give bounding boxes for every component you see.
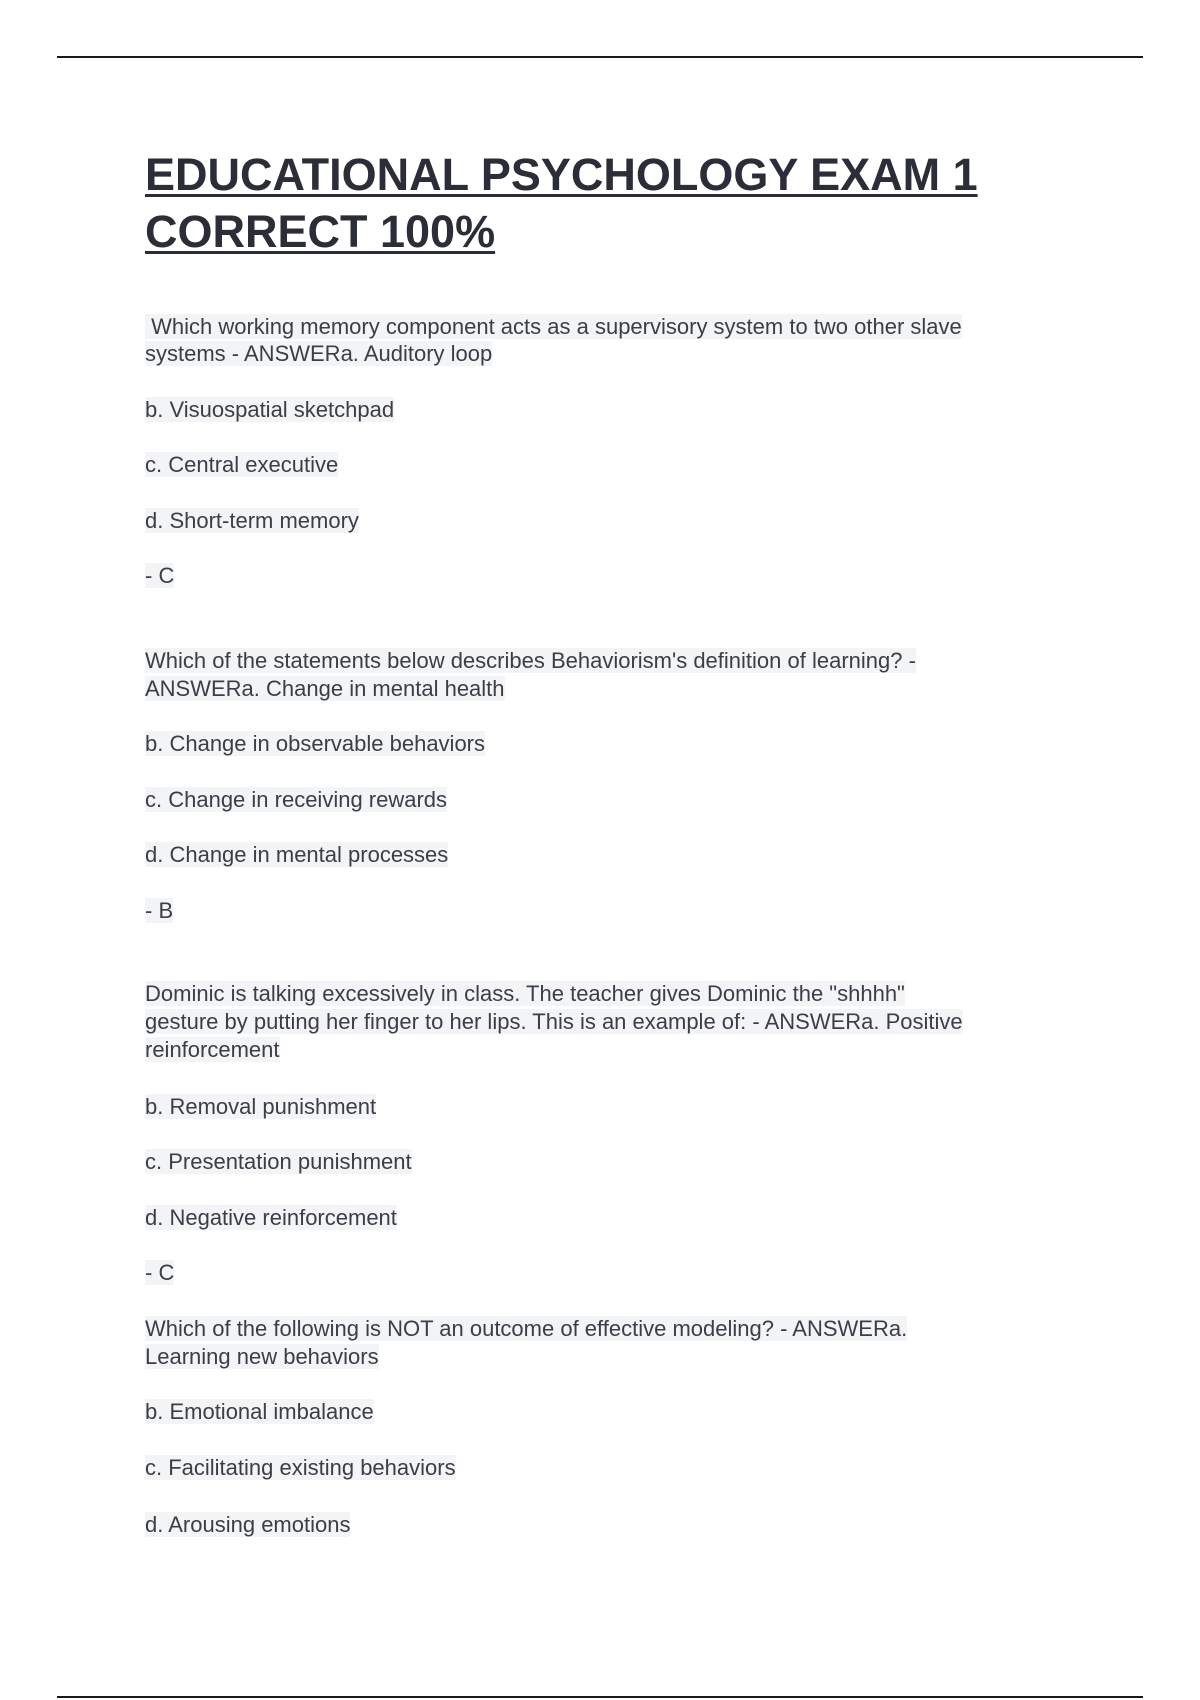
question-1-answer: - C <box>145 563 175 588</box>
question-3-option-c: c. Presentation punishment <box>145 1149 412 1174</box>
question-1-option-d: d. Short-term memory <box>145 508 359 533</box>
question-2-prompt-line-1: Which of the statements below describes Behaviorism's definition of learning? - <box>145 648 916 673</box>
question-2-option-c: c. Change in receiving rewards <box>145 787 448 812</box>
question-1-option-c: c. Central executive <box>145 452 339 477</box>
question-1-option-b: b. Visuospatial sketchpad <box>145 397 395 422</box>
question-3-option-d: d. Negative reinforcement <box>145 1205 397 1230</box>
question-3-prompt-line-3: reinforcement <box>145 1037 280 1062</box>
question-3-option-b: b. Removal punishment <box>145 1094 377 1119</box>
top-divider <box>57 56 1143 58</box>
question-4-option-d: d. Arousing emotions <box>145 1512 351 1537</box>
bottom-divider <box>57 1696 1143 1698</box>
page-title: EDUCATIONAL PSYCHOLOGY EXAM 1 CORRECT 100% <box>145 149 978 257</box>
question-2-prompt-line-2: ANSWERa. Change in mental health <box>145 676 505 701</box>
question-1-prompt-line-2: systems - ANSWERa. Auditory loop <box>145 341 493 366</box>
question-2-option-d: d. Change in mental processes <box>145 842 449 867</box>
question-4-option-b: b. Emotional imbalance <box>145 1399 374 1424</box>
question-4-prompt-line-1: Which of the following is NOT an outcome of effective modeling? - ANSWERa. <box>145 1316 908 1341</box>
question-4-prompt-line-2: Learning new behaviors <box>145 1344 379 1369</box>
question-2-option-b: b. Change in observable behaviors <box>145 731 486 756</box>
question-2-answer: - B <box>145 898 174 923</box>
question-4-option-c: c. Facilitating existing behaviors <box>145 1455 456 1480</box>
question-3-prompt-line-1: Dominic is talking excessively in class. The teacher gives Dominic the "shhhh" <box>145 981 905 1006</box>
question-3-prompt-line-2: gesture by putting her finger to her lips. This is an example of: - ANSWERa. Positive <box>145 1009 963 1034</box>
question-1-prompt-line-1: Which working memory component acts as a supervisory system to two other slave <box>145 314 962 339</box>
question-3-answer: - C <box>145 1260 175 1285</box>
